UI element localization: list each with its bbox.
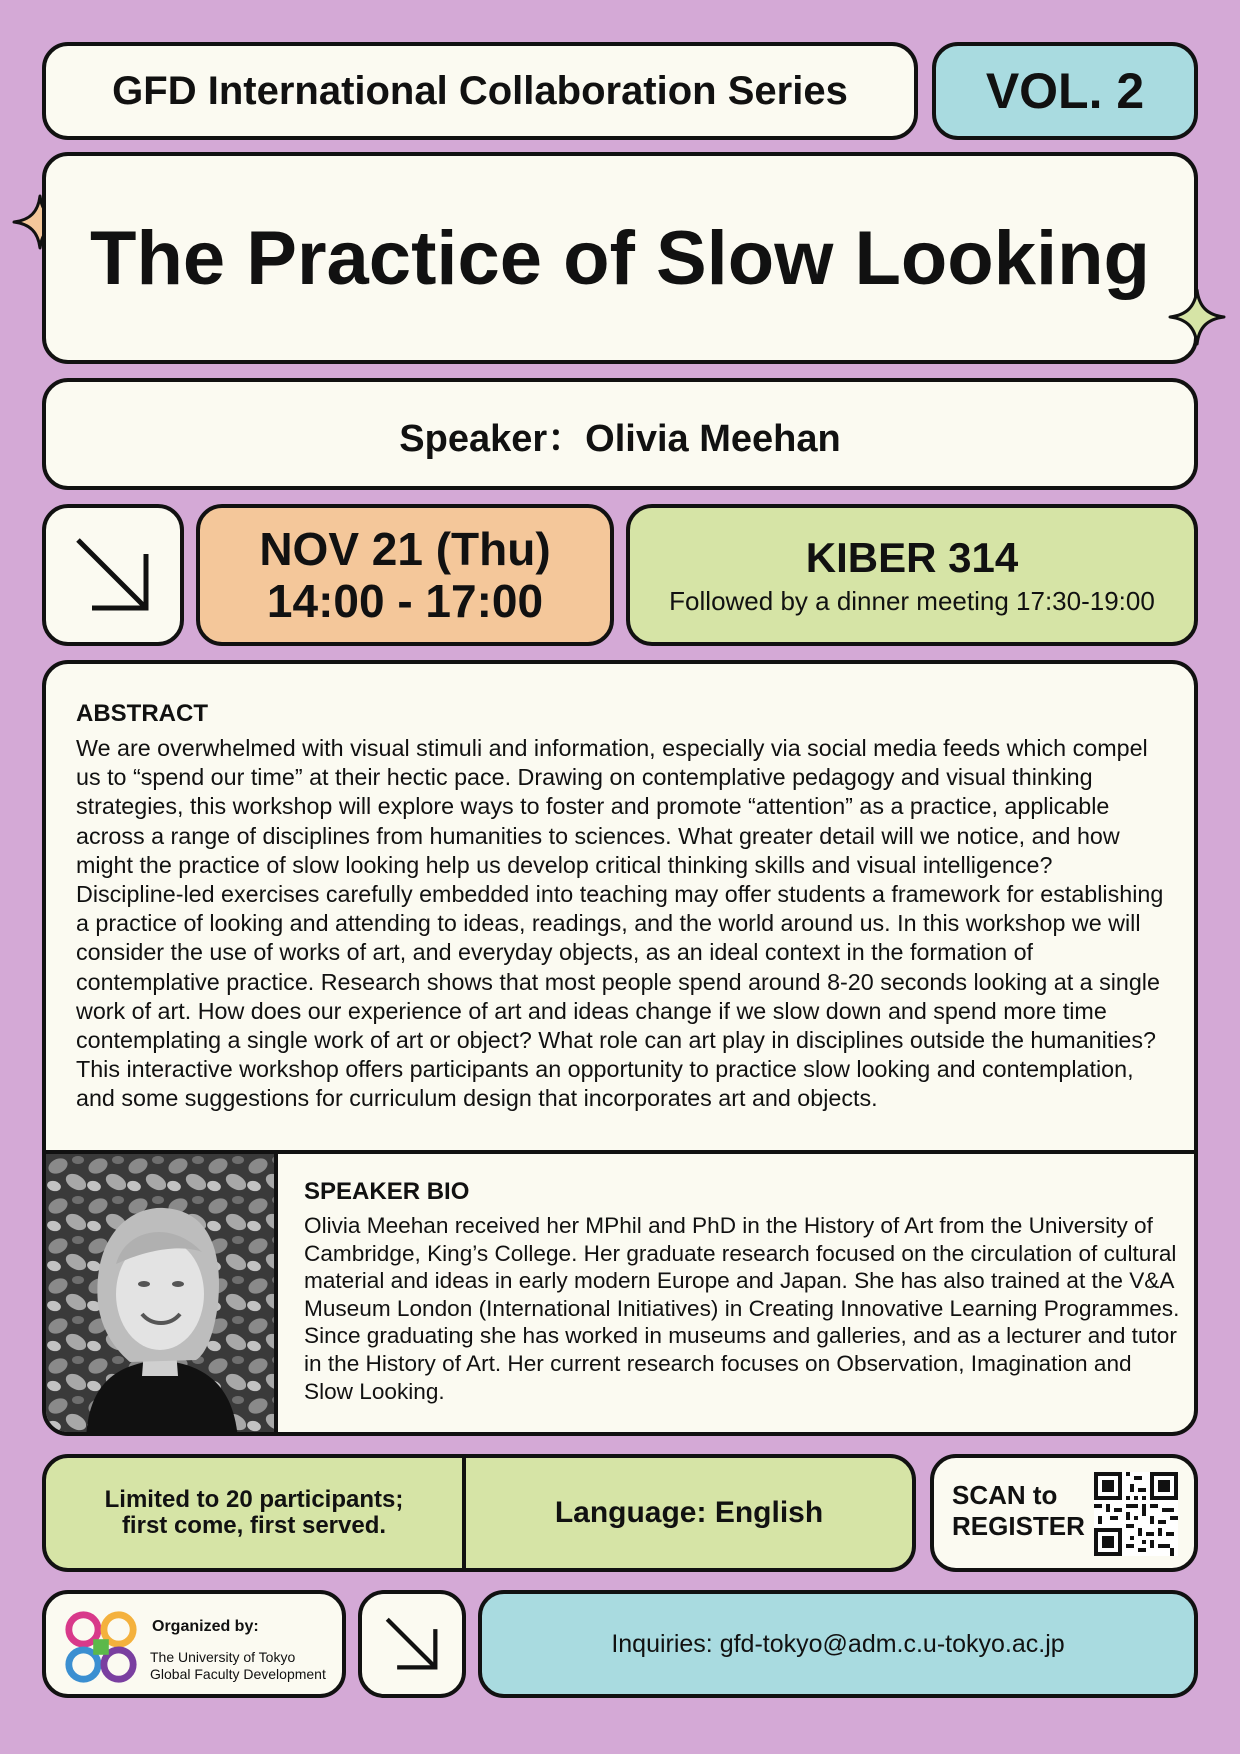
arrow-tile-footer [358, 1590, 466, 1698]
speaker-portrait-image [46, 1154, 274, 1436]
arrow-down-right-icon [72, 534, 154, 616]
organized-by-label: Organized by: [152, 1618, 259, 1635]
participant-limit-line-1: Limited to 20 participants; [104, 1486, 404, 1513]
arrow-down-right-icon [383, 1615, 441, 1673]
volume-label: VOL. 2 [985, 63, 1145, 119]
bio-heading: SPEAKER BIO [304, 1178, 470, 1205]
sparkle-icon-right [1168, 288, 1226, 346]
scan-label-line-2: REGISTER [952, 1511, 1085, 1541]
content-panel [42, 660, 1198, 1436]
arrow-tile [42, 504, 184, 646]
inquiries-email[interactable]: Inquiries: gfd-tokyo@adm.c.u-tokyo.ac.jp [611, 1629, 1065, 1658]
series-banner [42, 42, 918, 140]
speaker-name: Speaker：Olivia Meehan [399, 417, 841, 460]
series-title: GFD International Collaboration Series [112, 68, 848, 113]
qr-code-icon[interactable] [1094, 1472, 1178, 1556]
page-title: The Practice of Slow Looking [90, 215, 1150, 301]
scan-label-line-1: SCAN to [952, 1480, 1058, 1510]
date-panel [196, 504, 614, 646]
scan-label [952, 1480, 1085, 1542]
gfd-logo-icon [62, 1608, 140, 1686]
speaker-photo [46, 1154, 278, 1436]
scan-register-panel[interactable] [930, 1454, 1198, 1572]
abstract-text: We are overwhelmed with visual stimuli and information, especially via social media feeds which compel us to “spend our time” at their hectic pace. Drawing on contemplative pedagogy and visual thinking strategies, this workshop will explore ways to foster and promote “attention” as a practice, applicable across a range of disciplines from humanities to sciences. What greater detail will we notice, and how might the practice of slow looking help us develop critical thinking skills and visual intelligence? Discipline-led exercises carefully embedded into teaching may offer students a framework for establishing a practice of looking and attending to ideas, readings, and the world around us. In this workshop we will consider the use of works of art, and everyday objects, as an ideal context in the formation of contemplative practice. Research shows that most people spend around 8-20 seconds looking at a single work of art. How does our experience of art and ideas change if we slow down and spend more time contemplating a single work of art or object? What role can art play in disciplines outside the humanities? This interactive workshop offers participants an opportunity to practice slow looking and contemplation, and some suggestions for curriculum design that incorporates art and objects. [76, 735, 1164, 1112]
registration-info-panel [42, 1454, 916, 1572]
bio-text: Olivia Meehan received her MPhil and PhD in the History of Art from the University of Cambridge, King’s College. Her graduate research focused on the circulation of cultural material and ideas in early modern Europe and Japan. She has also trained at the V&A Museum London (International Initiatives) in Creating Innovative Learning Programmes. Since graduating she has worked in museums and galleries, and as a lecturer and tutor in the History of Art. Her current research focuses on Observation, Imagination and Slow Looking. [304, 1213, 1180, 1404]
event-date: NOV 21 (Thu) [259, 523, 551, 575]
title-panel [42, 152, 1198, 364]
bio-section [304, 1178, 1180, 1405]
abstract-section [76, 700, 1166, 1114]
inquiries-panel [478, 1590, 1198, 1698]
participant-limit [46, 1458, 466, 1568]
organizer-name: The University of Tokyo [150, 1649, 296, 1665]
speaker-panel [42, 378, 1198, 490]
venue-panel [626, 504, 1198, 646]
event-time: 14:00 - 17:00 [266, 575, 544, 627]
volume-badge [932, 42, 1198, 140]
organizer-department: Global Faculty Development [150, 1666, 326, 1682]
language-info: Language: English [554, 1496, 824, 1529]
organizer-panel [42, 1590, 346, 1698]
venue-note: Followed by a dinner meeting 17:30-19:00 [669, 586, 1155, 616]
abstract-heading: ABSTRACT [76, 700, 208, 727]
venue-name: KIBER 314 [805, 534, 1019, 581]
participant-limit-line-2: first come, first served. [121, 1512, 387, 1539]
